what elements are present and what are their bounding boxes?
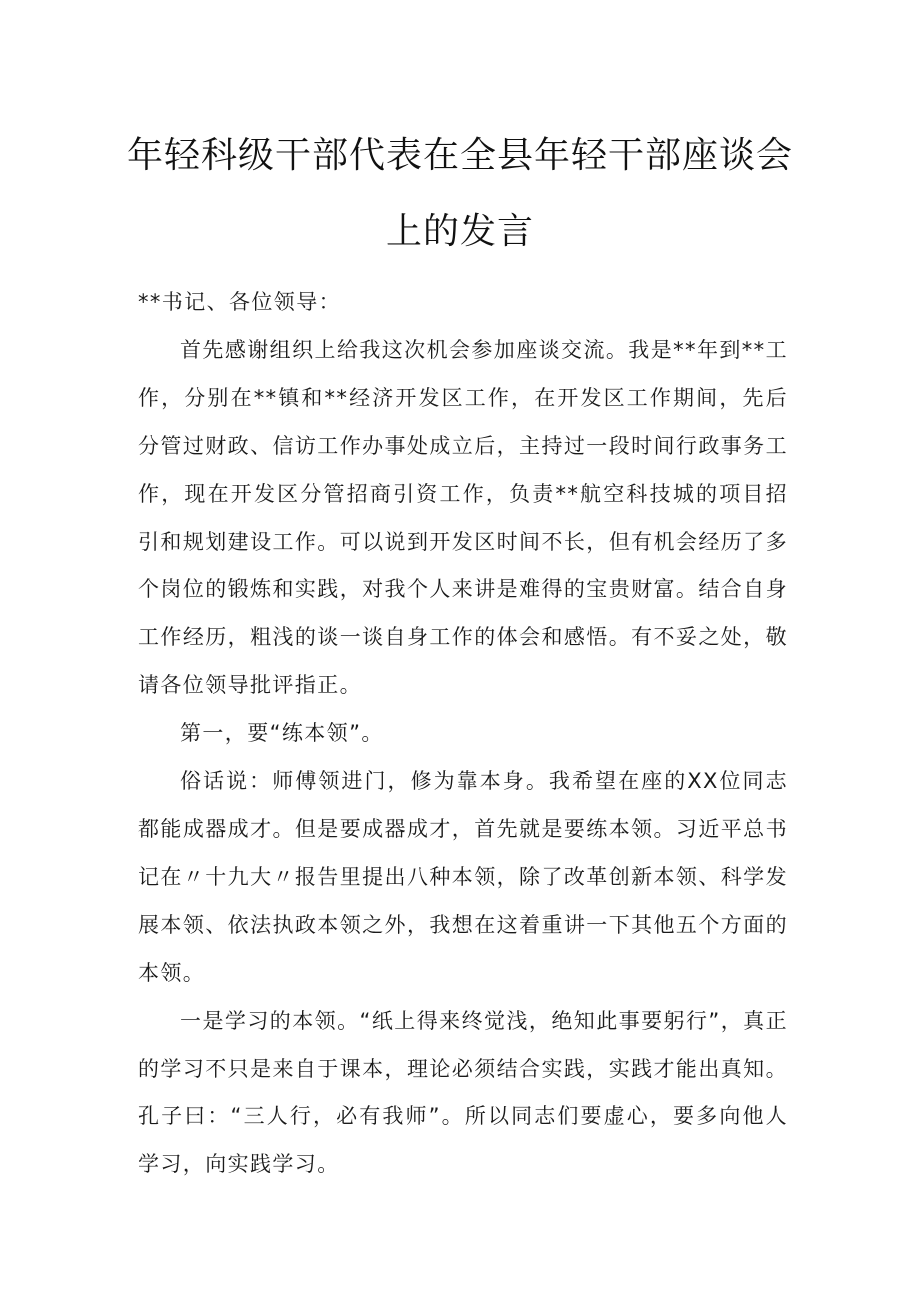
document-title-line-1: 年轻科级干部代表在全县年轻干部座谈会 xyxy=(126,135,793,176)
document-title-line-2: 上的发言 xyxy=(385,211,534,252)
paragraph-learning: 一是学习的本领。“纸上得来终觉浅，绝知此事要躬行”，真正的学习不只是来自于课本，理论必须结合实践，实践才能出真知。孔子曰：“三人行，必有我师”。所以同志们要虚心，要多向他人学习，向实践学习。 xyxy=(138,1008,788,1177)
paragraph-skills: 俗话说：师傅领进门，修为靠本身。我希望在座的XX位同志都能成器成才。但是要成器成才，首先就是要练本领。习近平总书记在〃十九大〃报告里提出八种本领，除了改革创新本领、科学发展本领、依法执政本领之外，我想在这着重讲一下其他五个方面的本领。 xyxy=(138,769,788,985)
paragraph-intro: 首先感谢组织上给我这次机会参加座谈交流。我是**年到**工作，分别在**镇和**经济开发区工作，在开发区工作期间，先后分管过财政、信访工作办事处成立后，主持过一段时间行政事务工作，现在开发区分管招商引资工作，负责**航空科技城的项目招引和规划建设工作。可以说到开发区时间不长，但有机会经历了多个岗位的锻炼和实践，对我个人来讲是难得的宝贵财富。结合自身工作经历，粗浅的谈一谈自身工作的体会和感悟。有不妥之处，敬请各位领导批评指正。 xyxy=(138,337,788,698)
document-body xyxy=(138,279,788,1189)
salutation: **书记、各位领导： xyxy=(138,290,341,314)
paragraph-heading-first: 第一，要“练本领”。 xyxy=(180,721,384,746)
